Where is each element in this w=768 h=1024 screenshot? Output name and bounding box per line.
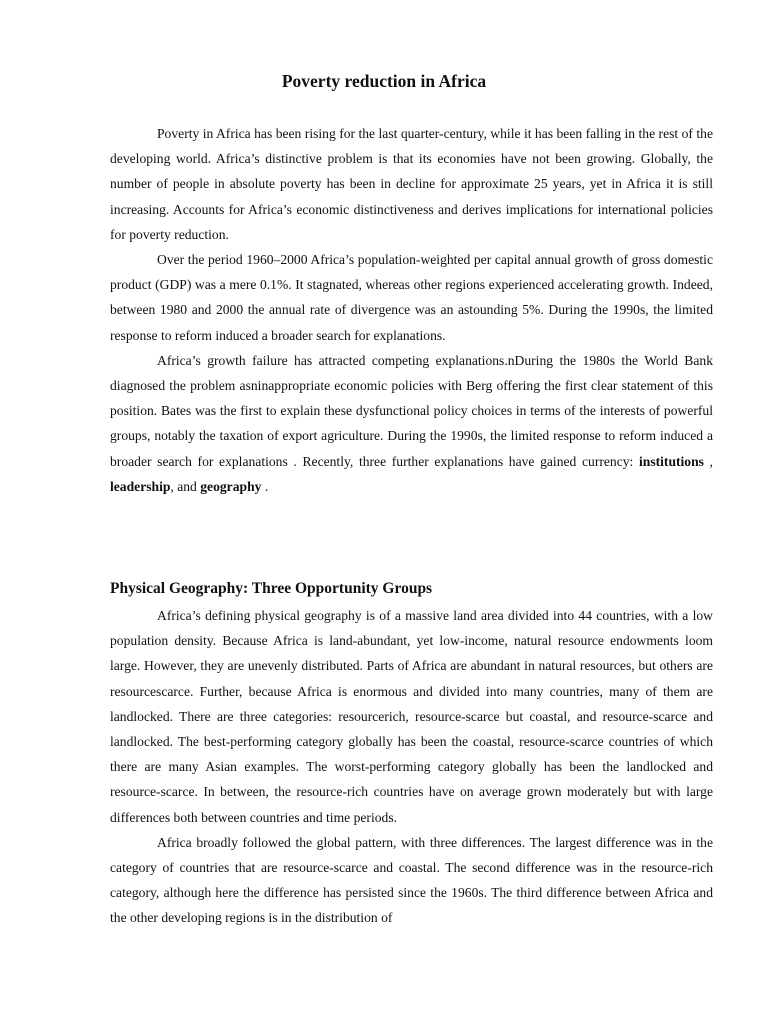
geography-section: [110, 578, 713, 931]
paragraph-2: Over the period 1960–2000 Africa’s population-weighted per capital annual growth of gross domestic product (GDP) was a mere 0.1%. It stagnated, whereas other regions experienced accelerating growth. Indeed, between 1980 and 2000 the annual rate of divergence was an astounding 5%. During the 1990s, the limited response to reform induced a broader search for explanations.: [110, 252, 713, 343]
section-paragraph-2: Africa broadly followed the global pattern, with three differences. The largest difference was in the category of countries that are resource-scarce and coastal. The second difference was in the resource-rich category, although here the difference has persisted since the 1960s. The third difference between Africa and the other developing regions is in the distribution of: [110, 834, 713, 926]
term-leadership: leadership: [110, 478, 171, 494]
paragraph-1: Poverty in Africa has been rising for the last quarter-century, while it has been falling in the rest of the developing world. Africa’s distinctive problem is that its economies have not been growing. Globally, the number of people in absolute poverty has been in decline for approximate 25 years, yet in Africa it is still increasing. Accounts for Africa’s economic distinctiveness and derives implications for international policies for poverty reduction.: [110, 126, 713, 242]
paragraph-3-text: Africa’s growth failure has attracted competing explanations.nDuring the 1980s the World Bank diagnosed the problem asninappropriate economic policies with Berg offering the first clear statement of this position. Bates was the first to explain these dysfunctional policy choices in terms of the interests of powerful groups, notably the taxation of export agriculture. During the 1990s, the limited response to reform induced a broader search for explanations . Recently, three further explanations have gained currency:: [110, 352, 713, 469]
section-paragraph-1: Africa’s defining physical geography is of a massive land area divided into 44 countries, with a low population density. Because Africa is land-abundant, yet low-income, natural resource endowments loom large. However, they are unevenly distributed. Parts of Africa are abundant in natural resources, but others are resourcescarce. Further, because Africa is enormous and divided into many countries, many of them are landlocked. There are three categories: resourcerich, resource-scarce but coastal, and resource-scarce and landlocked. The best-performing category globally has been the coastal, resource-scarce countries of which there are many Asian examples. The worst-performing category globally has been the landlocked and resource-scarce. In between, the resource-rich countries have on average grown moderately but with large differences both between countries and time periods.: [110, 608, 713, 825]
paragraph-3: Africa’s growth failure has attracted competing explanations.nDuring the 1980s the World Bank diagnosed the problem asninappropriate economic policies with Berg offering the first clear statement of this position. Bates was the first to explain these dysfunctional policy choices in terms of the interests of powerful groups, notably the taxation of export agriculture. During the 1990s, the limited response to reform induced a broader search for explanations . Recently, three further explanations have gained currency: institutions , leadership, and geography .: [110, 352, 714, 494]
section-heading: Physical Geography: Three Opportunity Groups: [110, 580, 433, 597]
term-geography: geography: [200, 478, 262, 494]
intro-section: [110, 121, 713, 499]
term-institutions: institutions: [638, 453, 704, 469]
page-title: Poverty reduction in Africa: [281, 71, 487, 91]
